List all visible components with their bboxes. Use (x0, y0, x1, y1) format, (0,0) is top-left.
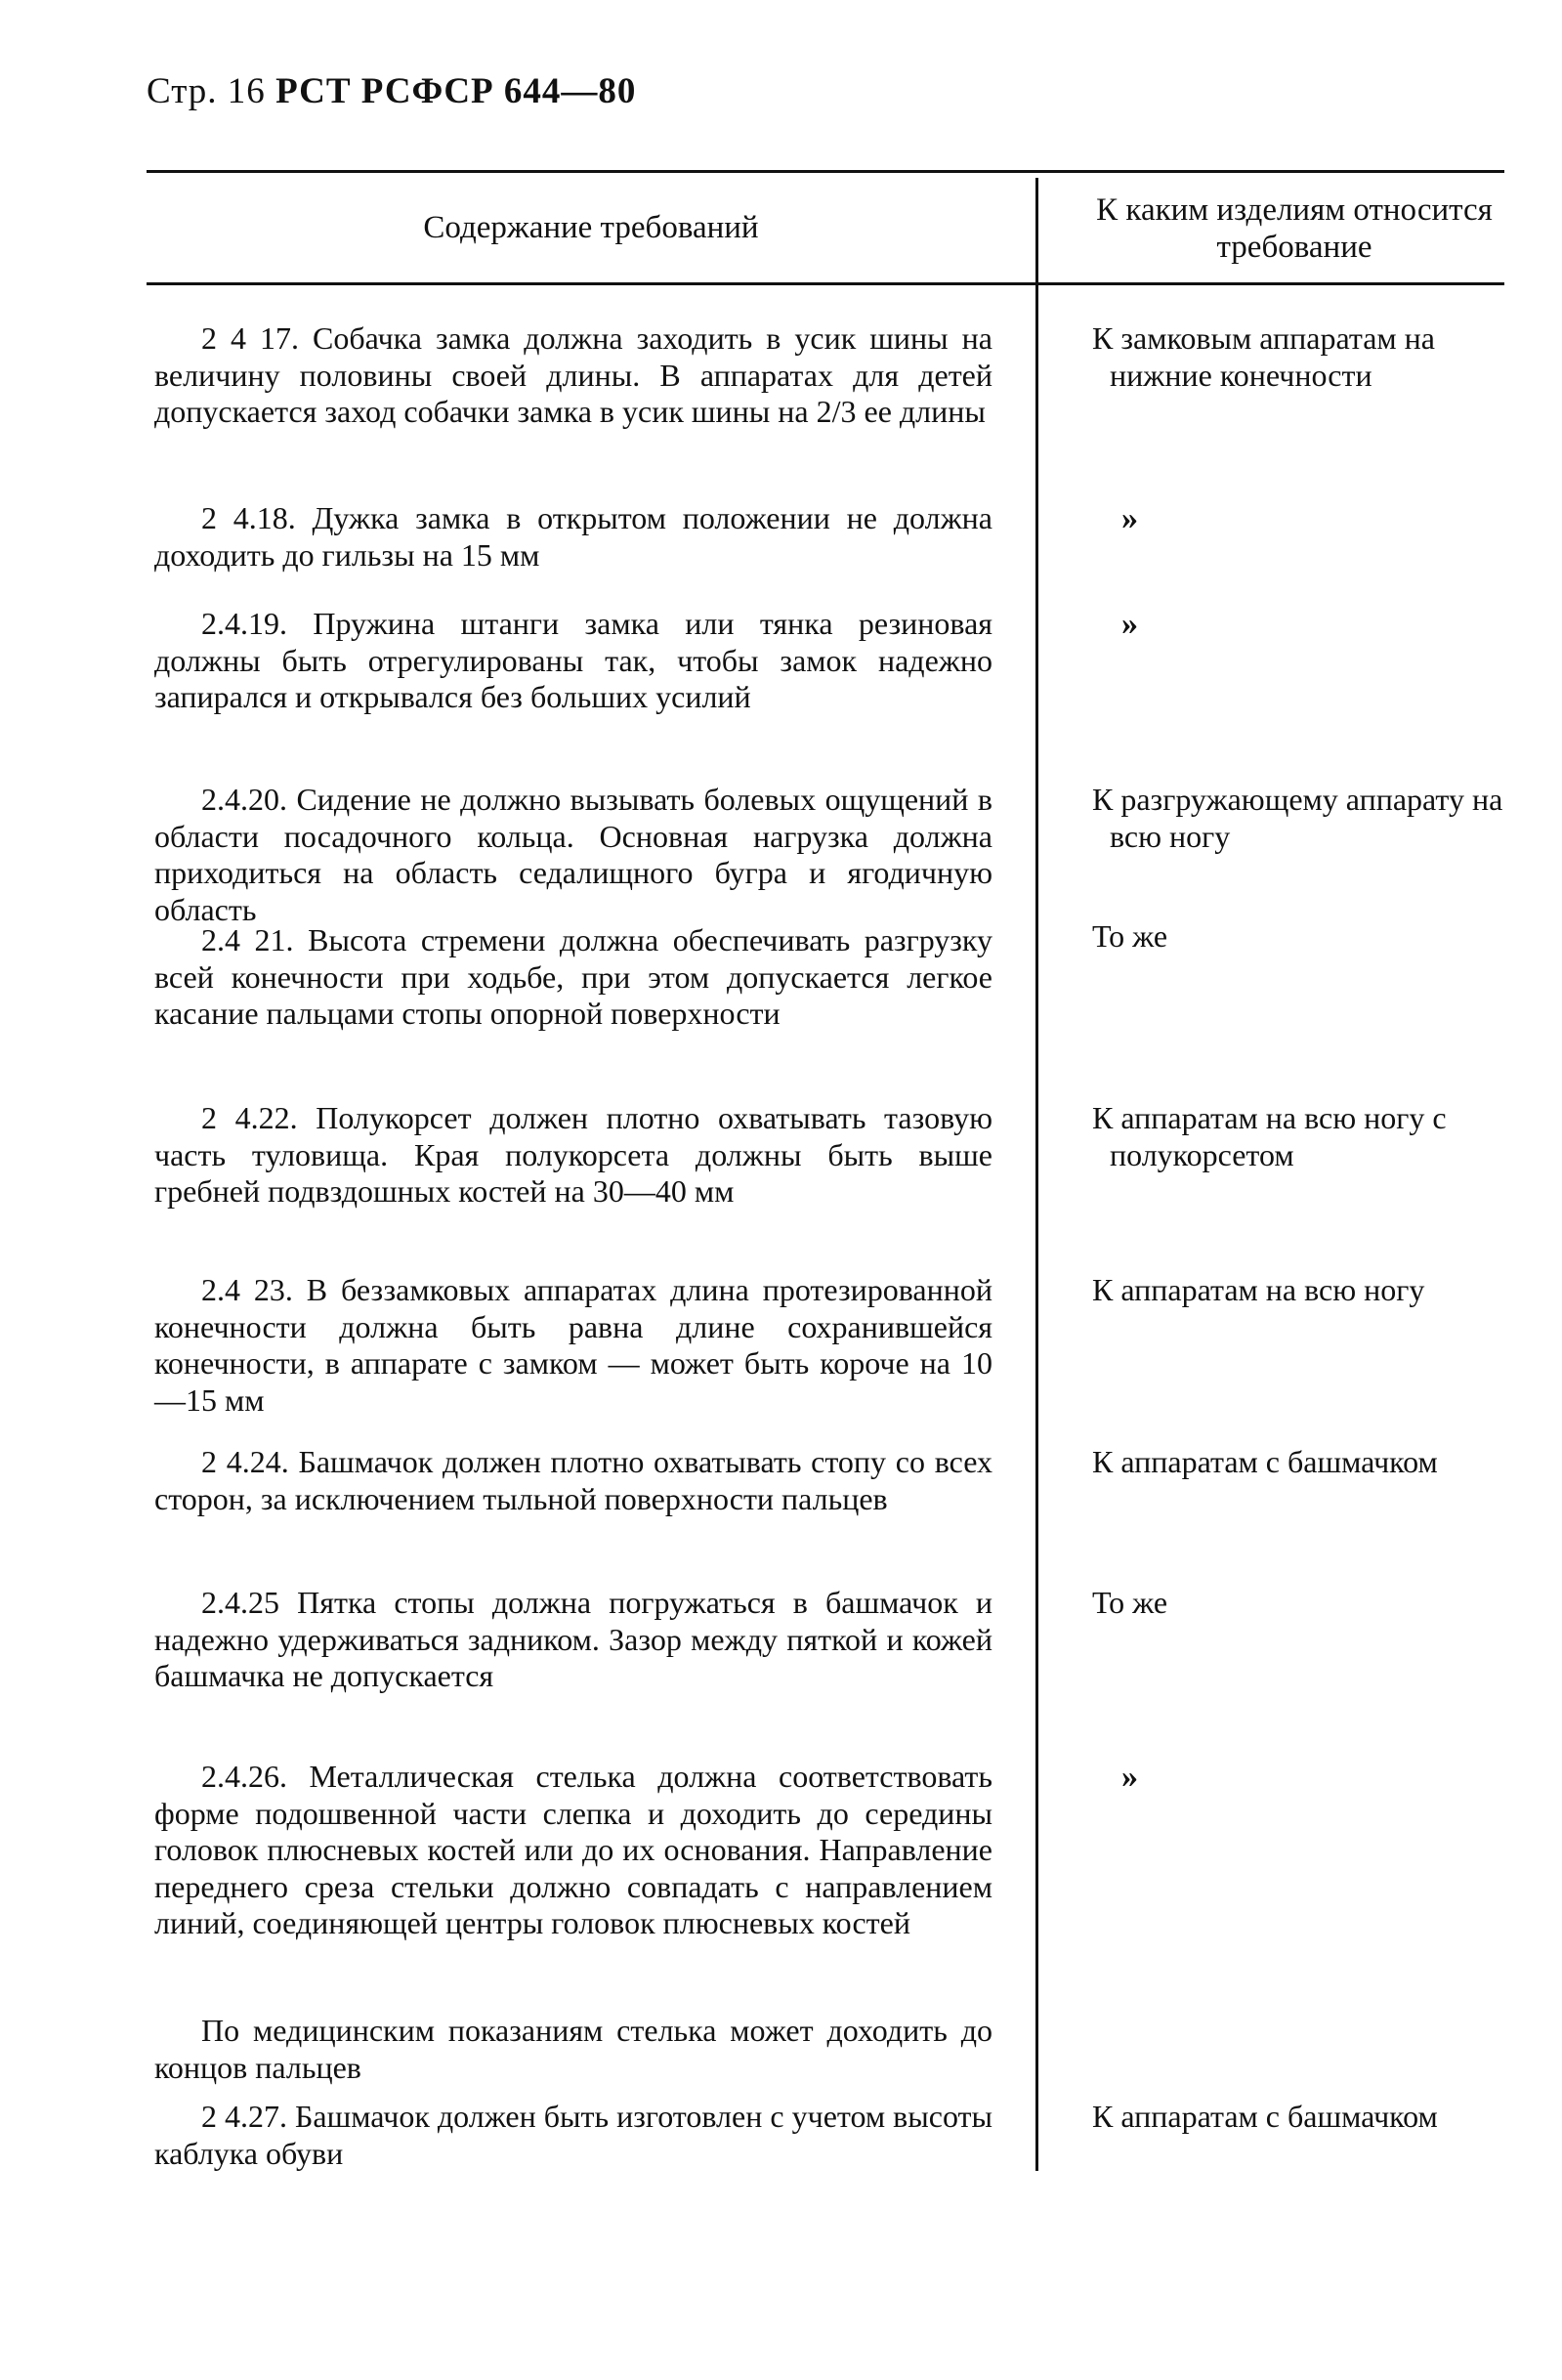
requirement-2-4-18: 2 4.18. Дужка замка в открытом положении не должна доходить до гильзы на 15 мм (154, 500, 992, 573)
requirement-2-4-26-note: По медицинским показаниям стелька может доходить до концов пальцев (154, 2013, 992, 2085)
ditto-mark: » (1121, 606, 1138, 642)
applies-to-text: К аппаратам с башмачком (1092, 1444, 1438, 1479)
requirement-2-4-24: 2 4.24. Башмачок должен плотно охватывать стопу со всех сторон, за исключением тыльной поверхности пальцев (154, 1444, 992, 1516)
applies-to-2-4-20 (1092, 782, 1522, 855)
table-header-rule (147, 282, 1504, 285)
requirement-2-4-21: 2.4 21. Высота стремени должна обеспечивать разгрузку всей конечности при ходьбе, при этом допускается легкое касание пальцами стопы опорной поверхности (154, 922, 992, 1031)
requirement-2-4-25: 2.4.25 Пятка стопы должна погружаться в башмачок и надежно удерживаться задником. Зазор между пяткой и кожей башмачка не допускается (154, 1585, 992, 1693)
page-header (147, 70, 636, 112)
page-number: Стр. 16 (147, 71, 266, 111)
requirement-2-4-23: 2.4 23. В беззамковых аппаратах длина протезированной конечности должна быть равна длине сохранившейся конечности, в аппарате с замком — может быть короче на 10—15 мм (154, 1272, 992, 1418)
applies-to-text: К аппаратам на всю ногу с полукорсетом (1092, 1100, 1447, 1172)
ditto-mark: » (1121, 500, 1138, 536)
table-top-rule (147, 170, 1504, 173)
column-divider (1035, 178, 1038, 2171)
ditto-mark: » (1121, 1759, 1138, 1795)
document-code: РСТ РСФСР 644—80 (275, 71, 637, 111)
applies-to-2-4-17 (1092, 320, 1522, 394)
requirement-2-4-26: 2.4.26. Металлическая стелька должна соответствовать форме подошвенной части слепка и доходить до середины головок плюсневых костей или до их основания. Направление переднего среза стельки должно совпадать с направлением линий, соединяющей центры головок плюсневых костей (154, 1759, 992, 1940)
applies-to-text: К аппаратам с башмачком (1092, 2099, 1438, 2134)
column-header-requirements: Содержание требований (423, 210, 759, 245)
applies-to-2-4-25: То же (1092, 1585, 1168, 1620)
applies-to-text: К аппаратам на всю ногу (1092, 1272, 1425, 1307)
applies-to-text: К разгружающему аппарату на всю ногу (1092, 782, 1503, 854)
applies-to-2-4-23 (1092, 1272, 1522, 1309)
requirement-2-4-22: 2 4.22. Полукорсет должен плотно охватывать тазовую часть туловища. Края полукорсета должны быть выше гребней подвздошных костей на 30—40 мм (154, 1100, 992, 1209)
applies-to-2-4-22 (1092, 1100, 1522, 1173)
column-header-products: К каким изделиям относится требование (1096, 192, 1493, 265)
applies-to-2-4-24 (1092, 1444, 1522, 1481)
applies-to-text: К замковым аппаратам на нижние конечности (1092, 320, 1435, 393)
applies-to-2-4-27 (1092, 2099, 1522, 2136)
requirement-2-4-17: 2 4 17. Собачка замка должна заходить в усик шины на величину половины своей длины. В аппаратах для детей допускается заход собачки замка в усик шины на 2/3 ее длины (154, 320, 992, 429)
applies-to-2-4-21: То же (1092, 918, 1168, 954)
requirement-2-4-20: 2.4.20. Сидение не должно вызывать болевых ощущений в области посадочного кольца. Основная нагрузка должна приходиться на область седалищного бугра и ягодичную область (154, 782, 992, 927)
requirement-2-4-27: 2 4.27. Башмачок должен быть изготовлен с учетом высоты каблука обуви (154, 2099, 992, 2171)
requirement-2-4-19: 2.4.19. Пружина штанги замка или тянка резиновая должны быть отрегулированы так, чтобы замок надежно запирался и открывался без больших усилий (154, 606, 992, 714)
